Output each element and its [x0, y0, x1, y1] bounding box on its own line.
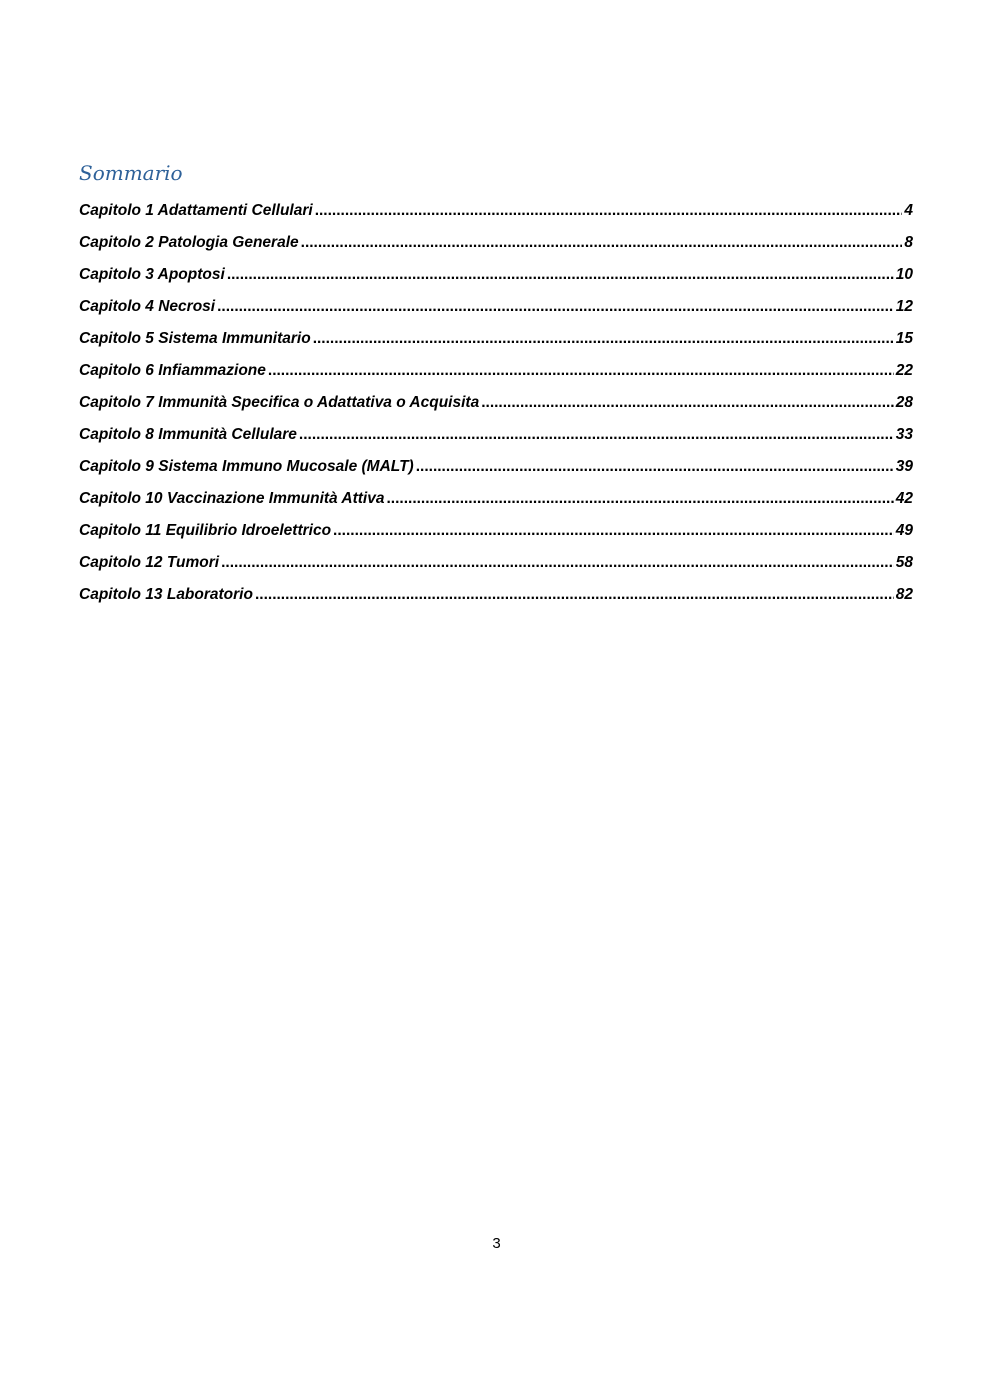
toc-entry-label: Capitolo 13 Laboratorio	[79, 586, 253, 603]
toc-dot-leader	[333, 516, 894, 546]
toc-entry-page: 12	[895, 298, 913, 315]
toc-dot-leader	[227, 260, 894, 290]
toc-entry-2[interactable]	[79, 228, 913, 260]
toc-entry-11[interactable]	[79, 516, 913, 548]
toc-dot-leader	[299, 420, 894, 450]
page-number: 3	[492, 1235, 501, 1252]
toc-dot-leader	[268, 356, 894, 386]
toc-entry-page: 4	[904, 202, 913, 219]
toc-entry-label: Capitolo 1 Adattamenti Cellulari	[79, 202, 313, 219]
toc-dot-leader	[481, 388, 894, 418]
toc-entry-label: Capitolo 6 Infiammazione	[79, 362, 266, 379]
toc-entry-6[interactable]	[79, 356, 913, 388]
toc-entry-page: 39	[895, 458, 913, 475]
toc-entry-label: Capitolo 9 Sistema Immuno Mucosale (MALT)	[79, 458, 414, 475]
toc-entry-10[interactable]	[79, 484, 913, 516]
toc-dot-leader	[255, 580, 894, 610]
toc-entry-label: Capitolo 10 Vaccinazione Immunità Attiva	[79, 490, 385, 507]
toc-entry-page: 58	[895, 554, 913, 571]
toc-entry-page: 8	[904, 234, 913, 251]
toc-entry-8[interactable]	[79, 420, 913, 452]
toc-dot-leader	[221, 548, 894, 578]
toc-entry-page: 22	[895, 362, 913, 379]
toc-list	[79, 196, 913, 612]
toc-entry-label: Capitolo 11 Equilibrio Idroelettrico	[79, 522, 332, 539]
toc-entry-7[interactable]	[79, 388, 913, 420]
toc-entry-label: Capitolo 3 Apoptosi	[79, 266, 225, 283]
toc-entry-page: 82	[895, 586, 913, 603]
toc-dot-leader	[386, 484, 893, 514]
toc-entry-label: Capitolo 2 Patologia Generale	[79, 234, 299, 251]
toc-dot-leader	[315, 196, 903, 226]
toc-entry-page: 28	[895, 394, 913, 411]
toc-entry-9[interactable]	[79, 452, 913, 484]
toc-entry-4[interactable]	[79, 292, 913, 324]
toc-entry-label: Capitolo 12 Tumori	[79, 554, 220, 571]
toc-entry-3[interactable]	[79, 260, 913, 292]
toc-entry-page: 42	[895, 490, 913, 507]
toc-entry-label: Capitolo 4 Necrosi	[79, 298, 216, 315]
toc-entry-page: 10	[895, 266, 913, 283]
toc-entry-5[interactable]	[79, 324, 913, 356]
toc-entry-13[interactable]	[79, 580, 913, 612]
toc-dot-leader	[416, 452, 894, 482]
toc-dot-leader	[217, 292, 894, 322]
toc-title: Sommario	[79, 161, 183, 185]
toc-entry-label: Capitolo 8 Immunità Cellulare	[79, 426, 297, 443]
toc-entry-label: Capitolo 5 Sistema Immunitario	[79, 330, 311, 347]
toc-entry-12[interactable]	[79, 548, 913, 580]
toc-dot-leader	[301, 228, 903, 258]
toc-entry-label: Capitolo 7 Immunità Specifica o Adattativa o Acquisita	[79, 394, 480, 411]
toc-entry-page: 49	[895, 522, 913, 539]
toc-entry-page: 33	[895, 426, 913, 443]
toc-entry-page: 15	[895, 330, 913, 347]
toc-dot-leader	[313, 324, 894, 354]
toc-entry-1[interactable]	[79, 196, 913, 228]
